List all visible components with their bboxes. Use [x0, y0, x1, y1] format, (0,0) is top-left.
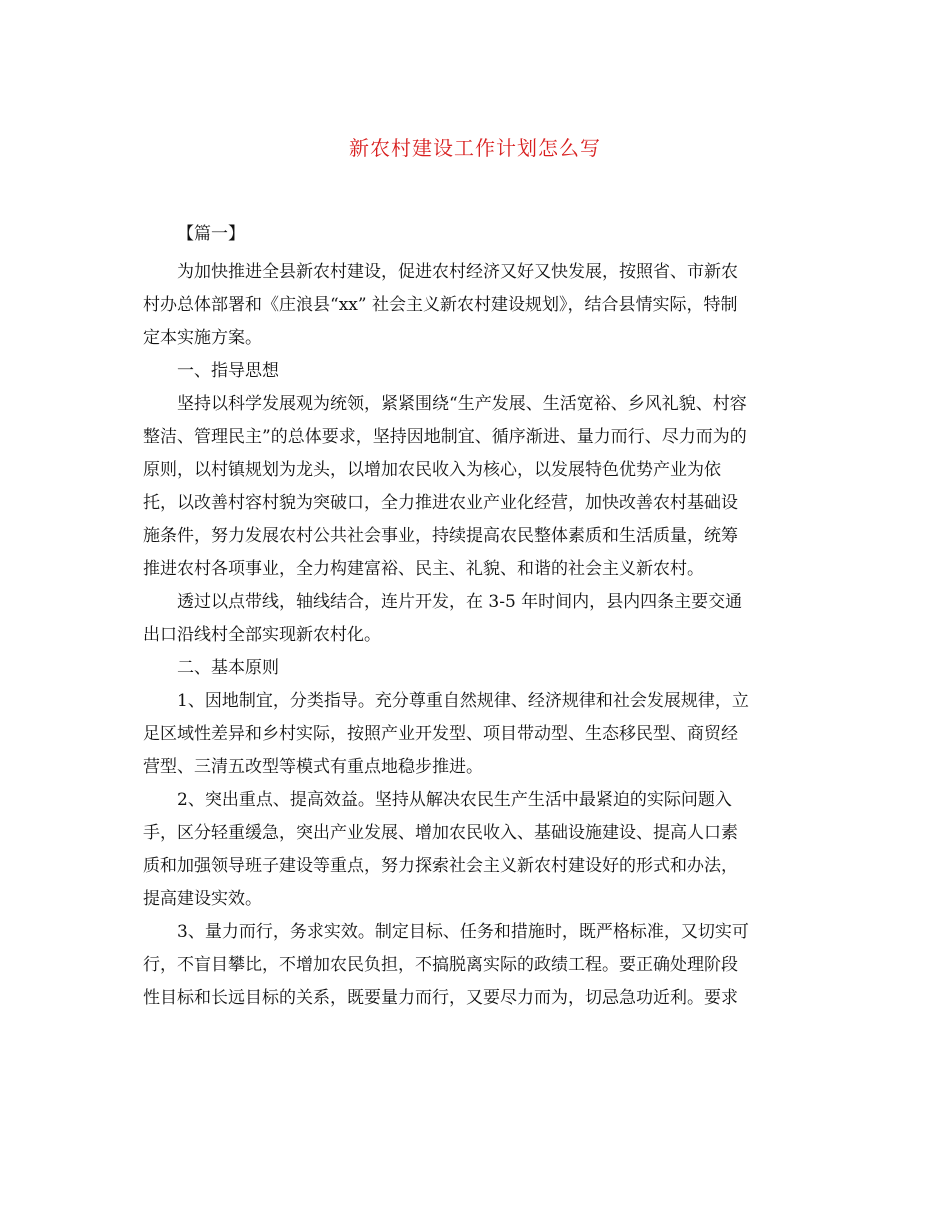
body-line: 托，以改善村容村貌为突破口，全力推进农业产业化经营，加快改善农村基础设: [143, 493, 738, 513]
body-line: 整洁、管理民主”的总体要求，坚持因地制宜、循序渐进、量力而行、尽力而为的: [143, 427, 747, 447]
body-line: 坚持以科学发展观为统领，紧紧围绕“生产发展、生活宽裕、乡风礼貌、村容: [177, 394, 747, 414]
body-line: 3、量力而行，务求实效。制定目标、任务和措施时，既严格标准，又切实可: [177, 922, 749, 942]
body-line: 推进农村各项事业，全力构建富裕、民主、礼貌、和谐的社会主义新农村。: [143, 559, 704, 579]
body-line: 营型、三清五改型等模式有重点地稳步推进。: [143, 757, 483, 777]
body-line: 为加快推进全县新农村建设，促进农村经济又好又快发展，按照省、市新农: [177, 262, 738, 282]
body-line: 2、突出重点、提高效益。坚持从解决农民生产生活中最紧迫的实际问题入: [177, 790, 732, 810]
body-line: 定本实施方案。: [143, 328, 262, 348]
body-line: 村办总体部署和《庄浪县“xx” 社会主义新农村建设规划》，结合县情实际，特制: [143, 295, 738, 315]
body-line: 质和加强领导班子建设等重点，努力探索社会主义新农村建设好的形式和办法，: [143, 856, 738, 876]
section-heading: 一、指导思想: [177, 361, 279, 381]
body-line: 提高建设实效。: [143, 889, 262, 909]
section-heading: 二、基本原则: [177, 658, 279, 678]
body-line: 性目标和长远目标的关系，既要量力而行，又要尽力而为，切忌急功近利。要求: [143, 988, 738, 1008]
document-body: [143, 256, 813, 1015]
document-title: 新农村建设工作计划怎么写: [349, 136, 601, 160]
body-line: 1、因地制宜，分类指导。充分尊重自然规律、经济规律和社会发展规律，立: [177, 691, 749, 711]
body-line: 透过以点带线，轴线结合，连片开发，在 3-5 年时间内，县内四条主要交通: [177, 592, 743, 612]
body-line: 施条件，努力发展农村公共社会事业，持续提高农民整体素质和生活质量，统筹: [143, 526, 738, 546]
section-label-block: [143, 218, 813, 251]
body-line: 行，不盲目攀比，不增加农民负担，不搞脱离实际的政绩工程。要正确处理阶段: [143, 955, 738, 975]
body-line: 手，区分轻重缓急，突出产业发展、增加农民收入、基础设施建设、提高人口素: [143, 823, 738, 843]
body-line: 原则，以村镇规划为龙头，以增加农民收入为核心，以发展特色优势产业为依: [143, 460, 721, 480]
section-label: 【篇一】: [177, 224, 245, 244]
body-line: 足区域性差异和乡村实际，按照产业开发型、项目带动型、生态移民型、商贸经: [143, 724, 738, 744]
body-line: 出口沿线村全部实现新农村化。: [143, 625, 381, 645]
